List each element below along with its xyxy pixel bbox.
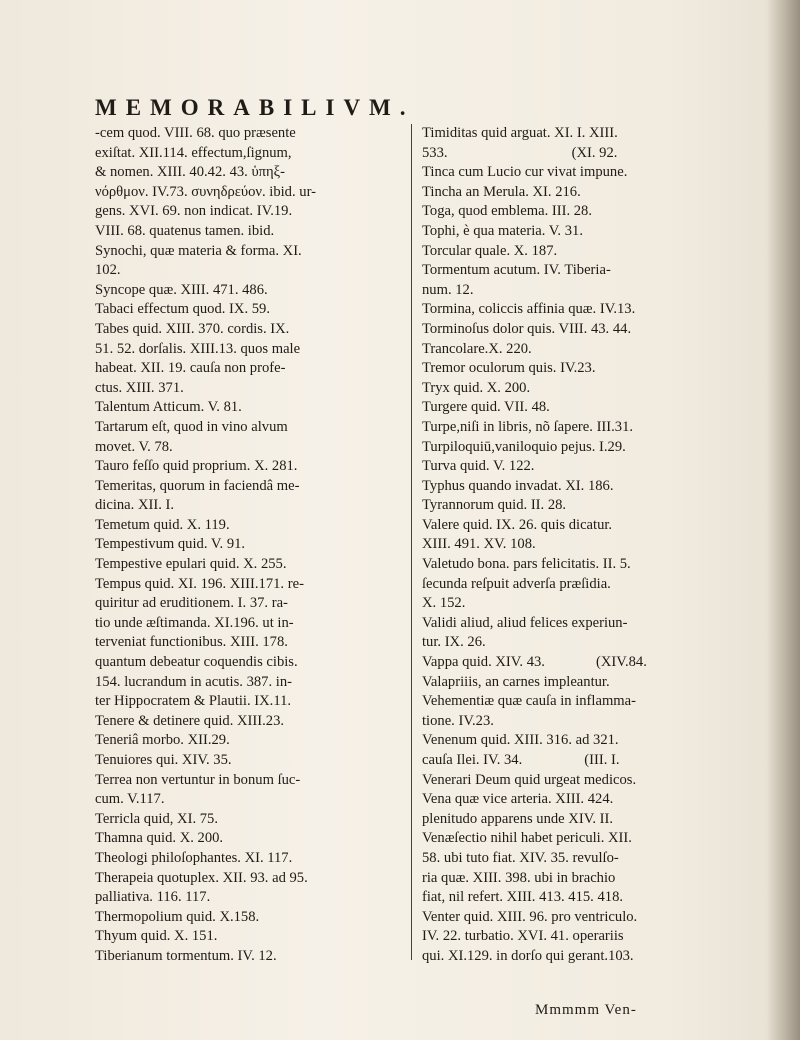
index-entry: terveniat functionibus. XIII. 178. bbox=[95, 634, 288, 651]
index-entry: exiſtat. XII.114. effectum,ſignum, bbox=[95, 144, 292, 161]
index-entry: Tremor oculorum quis. IV.23. bbox=[422, 360, 596, 377]
index-entry: Tryx quid. X. 200. bbox=[422, 379, 531, 396]
index-entry: num. 12. bbox=[422, 281, 474, 298]
index-entry: ter Hippocratem & Plautii. IX.11. bbox=[95, 693, 292, 710]
index-entry: Vena quæ vice arteria. XIII. 424. bbox=[422, 791, 614, 808]
index-entry: Therapeia quotuplex. XII. 93. ad 95. bbox=[95, 869, 308, 886]
index-entry: quiritur ad eruditionem. I. 37. ra- bbox=[95, 595, 288, 612]
index-entry: Syncope quæ. XIII. 471. 486. bbox=[95, 281, 268, 298]
index-entry: Venter quid. XIII. 96. pro ventriculo. bbox=[422, 908, 638, 925]
index-entry: Tormina, coliccis affinia quæ. IV.13. bbox=[422, 301, 636, 318]
index-entry: Tenere & detinere quid. XIII.23. bbox=[95, 712, 285, 729]
index-entry: Vehementiæ quæ cauſa in inflamma- bbox=[422, 693, 636, 710]
index-entry: Theologi philoſophantes. XI. 117. bbox=[95, 849, 293, 866]
index-entry: Tincha an Merula. XI. 216. bbox=[422, 183, 581, 200]
index-entry: & nomen. XIII. 40.42. 43. ὑπηξ- bbox=[95, 164, 286, 181]
index-entry: Vappa quid. XIV. 43. (XIV.84. bbox=[422, 654, 647, 671]
index-entry: Tinca cum Lucio cur vivat impune. bbox=[422, 164, 628, 181]
index-entry: Tyrannorum quid. II. 28. bbox=[422, 497, 567, 514]
index-entry: Temeritas, quorum in faciendâ me- bbox=[95, 477, 300, 494]
index-entry: Timiditas quid arguat. XI. I. XIII. bbox=[422, 125, 618, 141]
index-entry: IV. 22. turbatio. XVI. 41. operariis bbox=[422, 928, 624, 945]
running-header: MEMORABILIVM. bbox=[95, 95, 415, 120]
index-entry: cum. V.117. bbox=[95, 791, 165, 808]
index-entry: Tauro feſſo quid proprium. X. 281. bbox=[95, 458, 298, 475]
index-entry: dicina. XII. I. bbox=[95, 497, 175, 514]
index-entry: Validi aliud, aliud felices experiun- bbox=[422, 614, 628, 631]
index-entry: Valapriiis, an carnes impleantur. bbox=[422, 673, 610, 690]
index-entry: fiat, nil refert. XIII. 413. 415. 418. bbox=[422, 889, 624, 906]
index-entry: Teneriâ morbo. XII.29. bbox=[95, 732, 230, 749]
index-entry: Tempestive epulari quid. X. 255. bbox=[95, 556, 287, 573]
index-entry: Tabes quid. XIII. 370. cordis. IX. bbox=[95, 320, 290, 337]
page-edge-shadow bbox=[766, 0, 800, 1040]
index-entry: habeat. XII. 19. cauſa non profe- bbox=[95, 360, 286, 377]
index-entry: 533. (XI. 92. bbox=[422, 144, 618, 161]
index-entry: gens. XVI. 69. non indicat. IV.19. bbox=[95, 203, 293, 220]
index-entry: quantum debeatur coquendis cibis. bbox=[95, 654, 298, 671]
index-entry: Turva quid. V. 122. bbox=[422, 458, 535, 475]
index-entry: palliativa. 116. 117. bbox=[95, 889, 211, 906]
index-entry: Tabaci effectum quod. IX. 59. bbox=[95, 301, 270, 318]
index-entry: Tormentum acutum. IV. Tiberia- bbox=[422, 262, 611, 279]
index-entry: Thermopolium quid. X.158. bbox=[95, 908, 260, 925]
index-entry: 154. lucrandum in acutis. 387. in- bbox=[95, 673, 292, 690]
index-entry: VIII. 68. quatenus tamen. ibid. bbox=[95, 222, 275, 239]
index-entry: νόρθμον. IV.73. συνηδρεύον. ibid. ur- bbox=[95, 183, 316, 200]
index-entry: tione. IV.23. bbox=[422, 712, 494, 729]
index-entry: Synochi, quæ materia & forma. XI. bbox=[95, 242, 302, 259]
index-entry: Torcular quale. X. 187. bbox=[422, 242, 558, 259]
index-entry: Torminoſus dolor quis. VIII. 43. 44. bbox=[422, 320, 632, 337]
index-entry: Talentum Atticum. V. 81. bbox=[95, 399, 242, 416]
index-entry: Typhus quando invadat. XI. 186. bbox=[422, 477, 614, 494]
index-entry: Venerari Deum quid urgeat medicos. bbox=[422, 771, 637, 788]
index-entry: ſecunda reſpuit adverſa præſidia. bbox=[422, 575, 611, 592]
index-entry: Turgere quid. VII. 48. bbox=[422, 399, 550, 416]
index-entry: ctus. XIII. 371. bbox=[95, 379, 184, 396]
index-entry: 58. ubi tuto fiat. XIV. 35. revulſo- bbox=[422, 849, 619, 866]
index-entry: ria quæ. XIII. 398. ubi in brachio bbox=[422, 869, 616, 886]
index-entry: Tartarum eſt, quod in vino alvum bbox=[95, 418, 288, 435]
index-entry: plenitudo apparens unde XIV. II. bbox=[422, 810, 614, 827]
index-entry: tio unde æſtimanda. XI.196. ut in- bbox=[95, 614, 294, 631]
index-column-right bbox=[422, 124, 722, 967]
index-entry: Valere quid. IX. 26. quis dicatur. bbox=[422, 516, 613, 533]
index-entry: Toga, quod emblema. III. 28. bbox=[422, 203, 593, 220]
index-entry: Turpiloquiū,vaniloquio pejus. I.29. bbox=[422, 438, 626, 455]
index-entry: 102. bbox=[95, 262, 121, 279]
index-entry: XIII. 491. XV. 108. bbox=[422, 536, 536, 553]
column-divider bbox=[411, 124, 412, 960]
index-entry: Terricla quid, XI. 75. bbox=[95, 810, 218, 827]
index-entry: Venæſectio nihil habet periculi. XII. bbox=[422, 830, 632, 847]
index-entry: Venenum quid. XIII. 316. ad 321. bbox=[422, 732, 619, 749]
index-entry: Valetudo bona. pars felicitatis. II. 5. bbox=[422, 556, 631, 573]
index-entry: Tenuiores qui. XIV. 35. bbox=[95, 752, 232, 768]
index-entry: Tophi, è qua materia. V. 31. bbox=[422, 222, 583, 239]
index-entry: Thyum quid. X. 151. bbox=[95, 928, 218, 945]
index-entry: Terrea non vertuntur in bonum ſuc- bbox=[95, 771, 301, 788]
index-entry: qui. XI.129. in dorſo qui gerant.103. bbox=[422, 947, 634, 964]
index-entry: Turpe,niſi in libris, nõ ſapere. III.31. bbox=[422, 418, 634, 435]
index-entry: Trancolare.X. 220. bbox=[422, 340, 532, 357]
index-entry: tur. IX. 26. bbox=[422, 634, 486, 651]
index-entry: Tempestivum quid. V. 91. bbox=[95, 536, 246, 553]
index-entry: Tiberianum tormentum. IV. 12. bbox=[95, 947, 277, 964]
index-entry: cauſa Ilei. IV. 34. (III. I. bbox=[422, 752, 620, 768]
index-entry: 51. 52. dorſalis. XIII.13. quos male bbox=[95, 340, 301, 357]
index-entry: Tempus quid. XI. 196. XIII.171. re- bbox=[95, 575, 304, 592]
index-entry: X. 152. bbox=[422, 595, 466, 612]
index-column-left bbox=[95, 124, 405, 967]
catchword: Mmmmm Ven- bbox=[535, 1002, 637, 1018]
index-entry: Temetum quid. X. 119. bbox=[95, 516, 230, 533]
index-entry: movet. V. 78. bbox=[95, 438, 173, 455]
index-entry: -cem quod. VIII. 68. quo præsente bbox=[95, 125, 296, 141]
index-entry: Thamna quid. X. 200. bbox=[95, 830, 224, 847]
